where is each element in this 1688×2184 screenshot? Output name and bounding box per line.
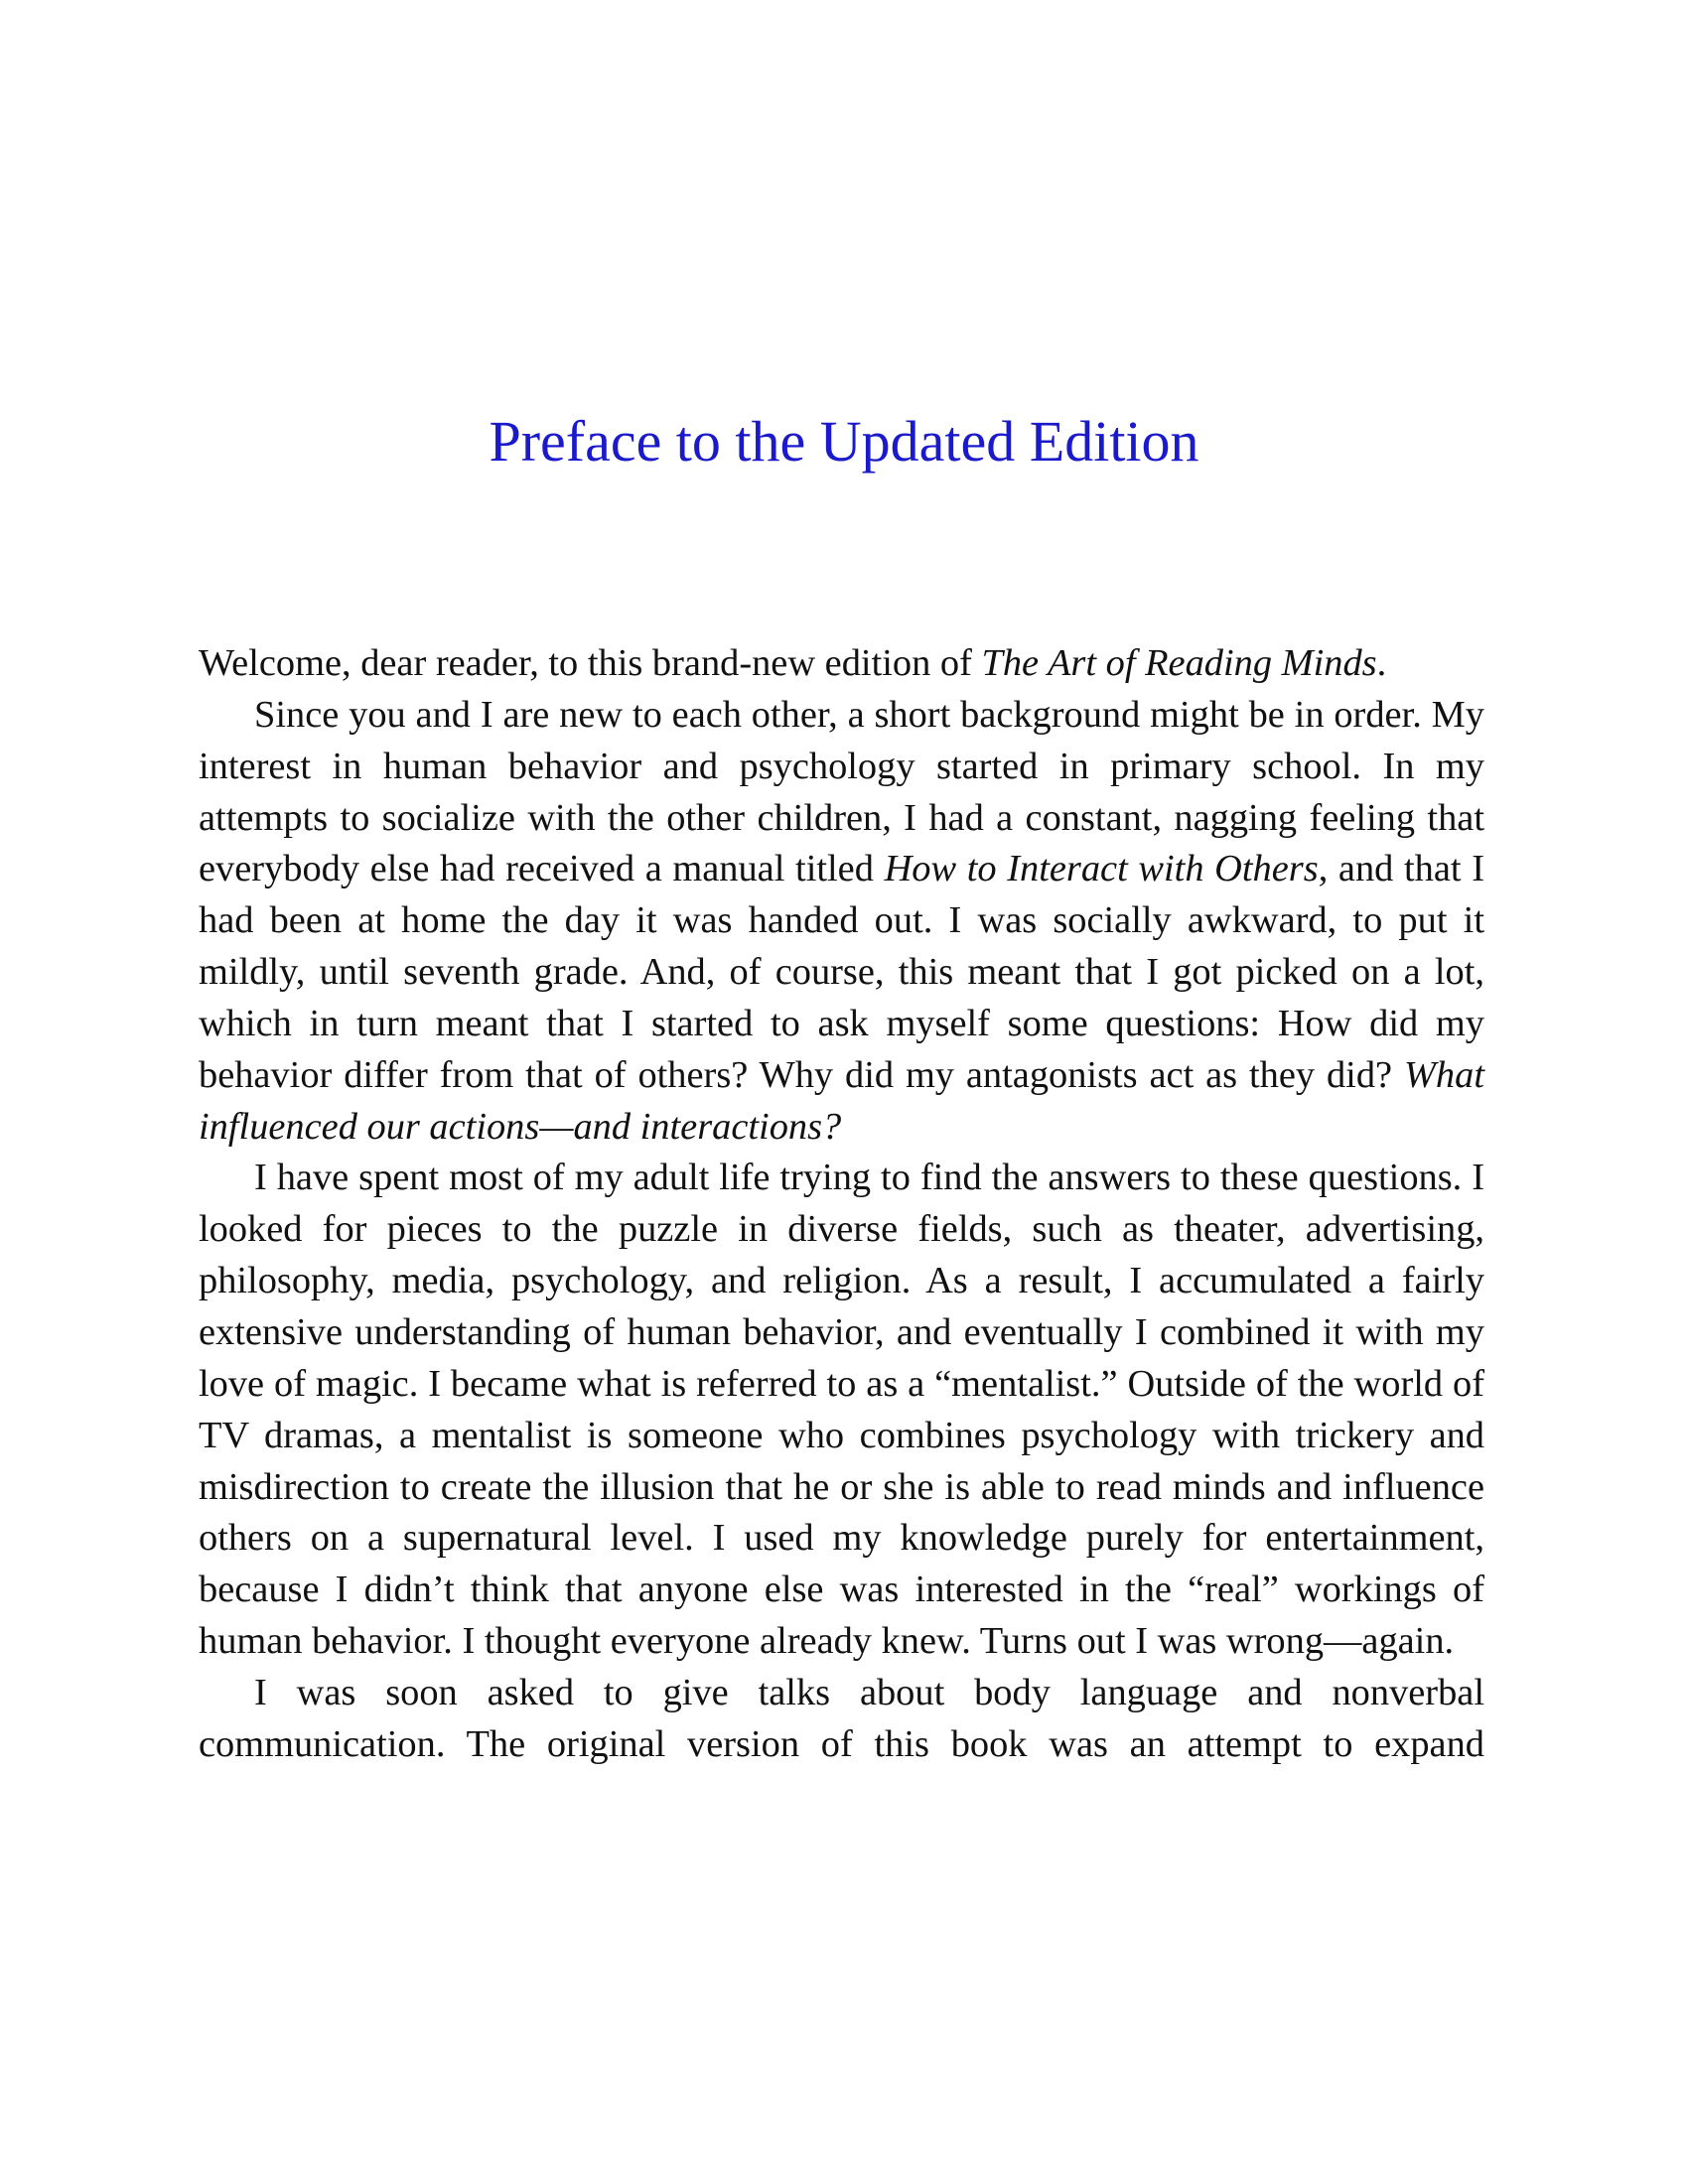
question-italic: What influenced our actions—and interactions? [199,1053,1484,1148]
manual-title-italic: How to Interact with Others [884,848,1319,890]
paragraph-3: I have spent most of my adult life trying to find the answers to these questions. I looked for pieces to the puzzle in diverse fields, such as theater, advertising, philosophy, media, psychology, and religion. As a result, I accumulated a fairly extensive understanding of human behavior, and eventually I combined it with my love of magic. I became what is referred to as a “mentalist.” Outside of the world of TV dramas, a mentalist is someone who combines psychology with trickery and misdirection to create the illusion that he or she is able to read minds and influence others on a supernatural level. I used my knowledge purely for entertainment, because I didn’t think that anyone else was interested in the “real” workings of human behavior. I thought everyone already knew. Turns out I was wrong—again. [199,1157,1484,1663]
paragraph-1-text: Welcome, dear reader, to this brand-new edition of [199,642,982,684]
paragraph-2-text-b: , and that I had been at home the day it was handed out. I was socially awkward, to put it mildly, until seventh grade. And, of course, this meant that I got picked on a lot, which in turn meant that I started to ask myself some questions: How did my behavior differ from that of others? Why did my antagonists act as they did? [199,848,1484,1096]
paragraph-4: I was soon asked to give talks about body language and nonverbal communication. The original version of this book was an attempt to expand [199,1671,1484,1765]
body-text [199,638,1484,1771]
paragraph-2 [199,690,1484,1154]
paragraph-1-end: . [1376,642,1387,684]
paragraph-2-text-a: Since you and I are new to each other, a short background might be in order. My interest in human behavior and psychology started in primary school. In my attempts to socialize with the other children, I had a constant, nagging feeling that everybody else had received a manual titled [199,693,1484,890]
page-title: Preface to the Updated Edition [489,409,1199,474]
paragraph-1 [199,638,1484,690]
book-title-italic: The Art of Reading Minds [981,642,1377,684]
